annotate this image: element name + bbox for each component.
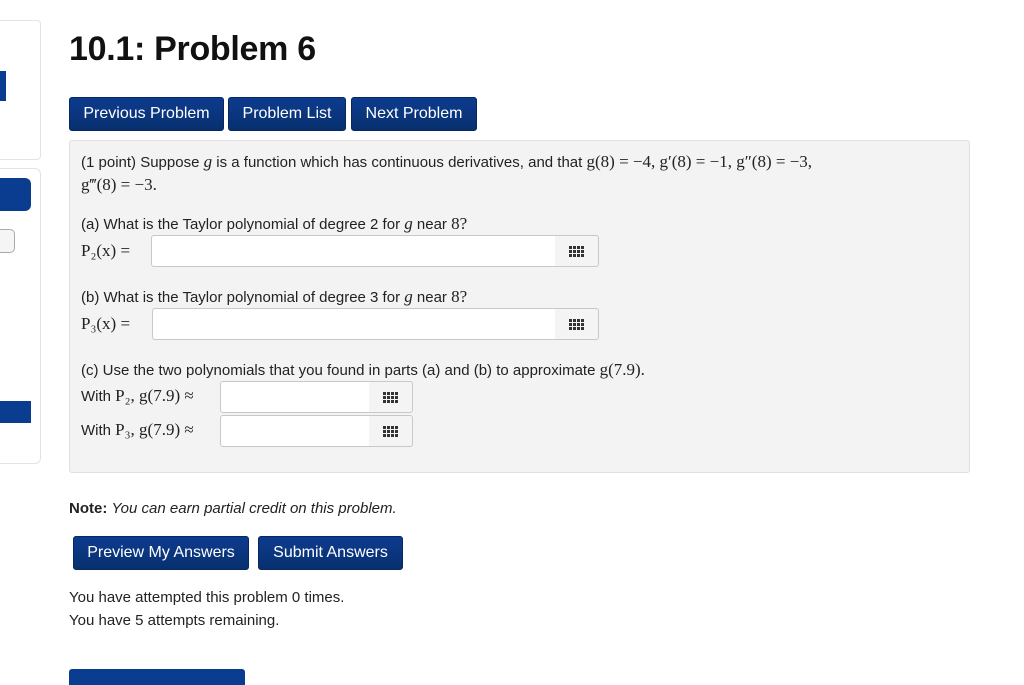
problem-panel [69,140,970,473]
part-a-keypad-button[interactable] [555,235,599,267]
part-b-text: What is the Taylor polynomial of degree 3 for [103,289,401,306]
page-title: 10.1: Problem 6 [69,30,316,68]
bottom-button-partial[interactable] [69,669,245,685]
part-a-label: (a) [81,216,100,233]
points-label: (1 point) [81,154,137,171]
part-b-keypad-button[interactable] [555,308,599,340]
part-b-answer-input[interactable] [152,308,556,340]
submit-answers-button[interactable]: Submit Answers [258,536,403,570]
partial-credit-note [69,500,397,517]
sidebar-bar-button[interactable] [0,401,31,423]
row2-math: P₃, g(7.9) ≈ [115,420,194,439]
part-c-p2-keypad-button[interactable] [369,381,413,413]
part-b-near: near [416,289,447,306]
note-label: Note: [69,500,108,517]
attempts-count-text: You have attempted this problem 0 times. [69,589,345,606]
problem-statement [81,152,812,172]
part-b-lhs: P₃(x) = [81,314,131,333]
note-text: You can earn partial credit on this problem. [111,500,397,517]
part-c-label: (c) [81,362,99,379]
part-b-point: 8? [451,287,468,306]
keypad-grid-icon [569,246,584,257]
part-c-row1-label [81,386,194,406]
part-c-expr: g(7.9). [599,360,645,379]
intro-text: Suppose [140,154,200,171]
sidebar-bottom-panel [0,168,41,464]
part-a-text: What is the Taylor polynomial of degree 2 for [103,216,401,233]
preview-answers-button[interactable]: Preview My Answers [73,536,249,570]
part-a-point: 8? [451,214,468,233]
part-c-question [81,360,645,380]
part-a-near: near [416,216,447,233]
part-c-p3-answer-input[interactable] [220,415,370,447]
sidebar-active-marker [0,71,6,101]
part-c-p2-answer-input[interactable] [220,381,370,413]
next-problem-button[interactable]: Next Problem [351,97,477,131]
problem-list-button[interactable]: Problem List [228,97,346,131]
conditions-math: g(8) = −4, g′(8) = −1, g″(8) = −3, [586,152,813,171]
previous-problem-button[interactable]: Previous Problem [69,97,224,131]
part-c-row2-label [81,420,194,440]
part-a-question [81,214,467,234]
keypad-grid-icon [383,392,398,403]
sidebar-top-panel [0,20,41,160]
intro-mid-text: is a function which has continuous derivatives, and that [216,154,583,171]
function-variable: g [203,152,213,171]
keypad-grid-icon [383,426,398,437]
with-label: With [81,388,111,405]
sidebar-button[interactable] [0,178,31,211]
part-a-lhs: P₂(x) = [81,241,131,260]
keypad-grid-icon [569,319,584,330]
part-c-text: Use the two polynomials that you found in parts (a) and (b) to approximate [102,362,596,379]
with-label: With [81,422,111,439]
part-b-label: (b) [81,289,100,306]
attempts-remaining-text: You have 5 attempts remaining. [69,612,280,629]
part-b-var: g [404,287,413,306]
conditions-continued: g‴(8) = −3. [81,175,157,194]
sidebar-checkbox[interactable] [0,229,15,253]
part-a-answer-input[interactable] [151,235,556,267]
part-b-question [81,287,467,307]
row1-math: P₂, g(7.9) ≈ [115,386,194,405]
part-a-var: g [404,214,413,233]
part-c-p3-keypad-button[interactable] [369,415,413,447]
